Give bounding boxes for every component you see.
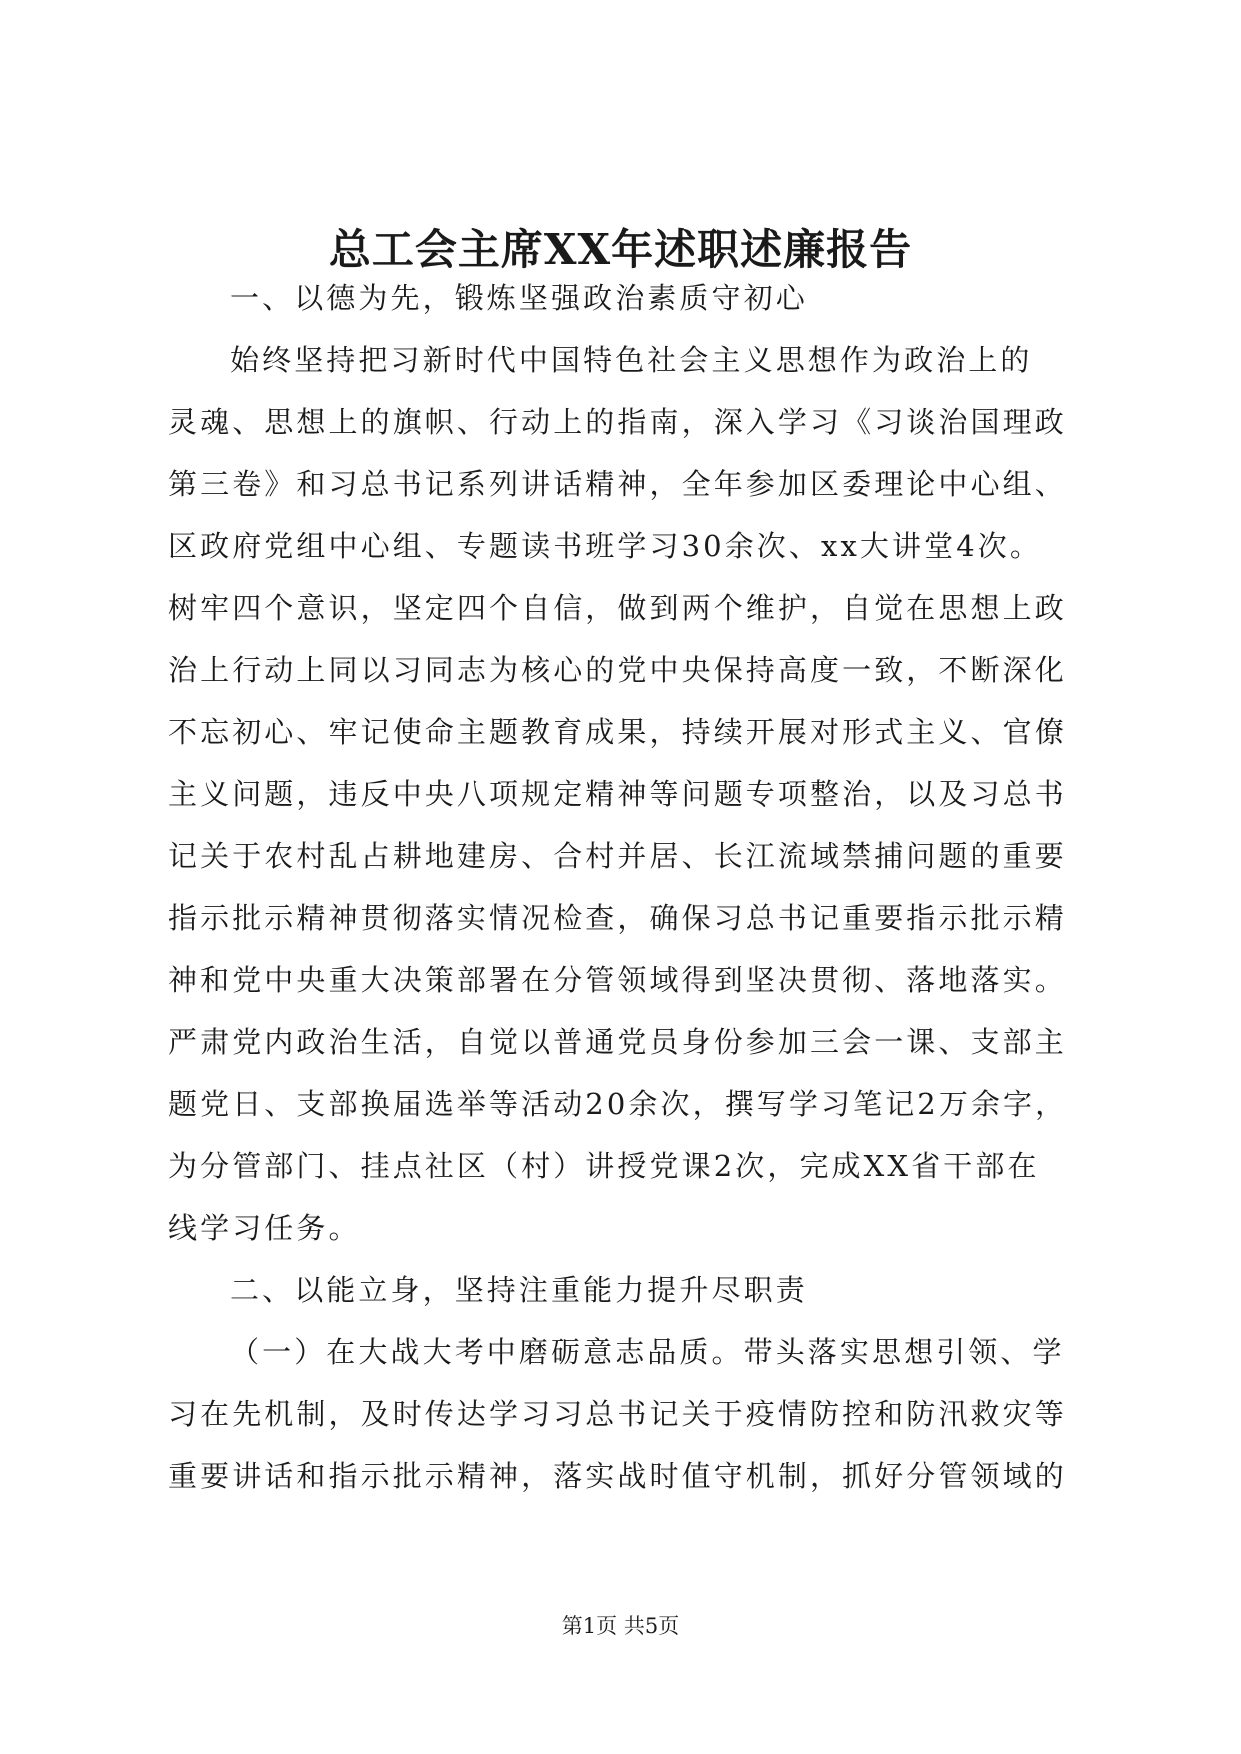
- paragraph-line: 灵魂、思想上的旗帜、行动上的指南，深入学习《习谈治国理政: [168, 405, 1067, 439]
- paragraph-line: 第三卷》和习总书记系列讲话精神，全年参加区委理论中心组、: [168, 467, 1067, 501]
- paragraph-line: 为分管部门、挂点社区（村）讲授党课2次，完成XX省干部在: [168, 1149, 1040, 1183]
- section-heading-2: 二、以能立身，坚持注重能力提升尽职责: [230, 1273, 808, 1307]
- paragraph-line: 习在先机制，及时传达学习习总书记关于疫情防控和防汛救灾等: [168, 1397, 1067, 1431]
- paragraph-line: 指示批示精神贯彻落实情况检查，确保习总书记重要指示批示精: [168, 901, 1067, 935]
- paragraph-line: 治上行动上同以习同志为核心的党中央保持高度一致，不断深化: [168, 653, 1067, 687]
- paragraph-line: 不忘初心、牢记使命主题教育成果，持续开展对形式主义、官僚: [168, 715, 1067, 749]
- paragraph-line: 严肃党内政治生活，自觉以普通党员身份参加三会一课、支部主: [168, 1025, 1067, 1059]
- paragraph-line: 区政府党组中心组、专题读书班学习30余次、xx大讲堂4次。: [168, 529, 1042, 563]
- paragraph-line: 题党日、支部换届选举等活动20余次，撰写学习笔记2万余字，: [168, 1087, 1068, 1121]
- paragraph-line: 线学习任务。: [168, 1211, 361, 1245]
- paragraph-line: 主义问题，违反中央八项规定精神等问题专项整治，以及习总书: [168, 777, 1067, 811]
- paragraph-line: 神和党中央重大决策部署在分管领域得到坚决贯彻、落地落实。: [168, 963, 1067, 997]
- page-footer: 第1页 共5页: [561, 1614, 680, 1638]
- paragraph-line: 记关于农村乱占耕地建房、合村并居、长江流域禁捕问题的重要: [168, 839, 1067, 873]
- paragraph-line: （一）在大战大考中磨砺意志品质。带头落实思想引领、学: [230, 1335, 1065, 1369]
- paragraph-line: 重要讲话和指示批示精神，落实战时值守机制，抓好分管领域的: [168, 1459, 1067, 1493]
- document-title: 总工会主席XX年述职述廉报告: [328, 225, 913, 274]
- paragraph-line: 始终坚持把习新时代中国特色社会主义思想作为政治上的: [230, 343, 1033, 377]
- paragraph-line: 树牢四个意识，坚定四个自信，做到两个维护，自觉在思想上政: [168, 591, 1067, 625]
- section-heading-1: 一、以德为先，锻炼坚强政治素质守初心: [230, 281, 808, 315]
